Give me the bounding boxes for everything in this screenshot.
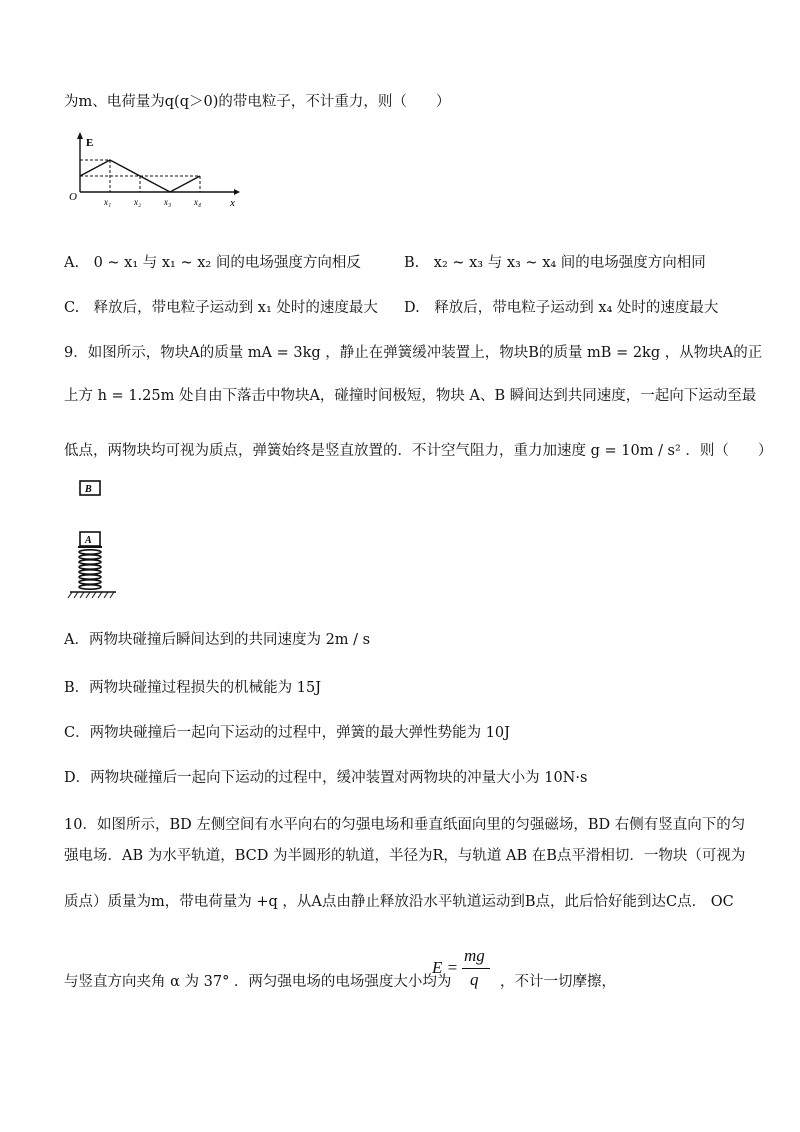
graph-x-label: x: [230, 197, 235, 209]
formula-denominator: q: [470, 970, 479, 989]
q10-line-3: 质点）质量为m，带电荷量为 +q ，从A点由静止释放沿水平轨道运动到B点，此后恰好能到达C点． OC: [64, 894, 734, 910]
q8-intro-text: 为m、电荷量为q(q＞0)的带电粒子，不计重力，则（ ）: [64, 94, 451, 110]
q9-option-a: A．两物块碰撞后瞬间达到的共同速度为 2m / s: [64, 632, 371, 648]
q8-field-graph: [64, 130, 244, 210]
graph-y-label: E: [86, 137, 94, 149]
q8-option-c: C. 释放后，带电粒子运动到 x₁ 处时的速度最大: [64, 300, 378, 316]
formula-lhs: E =: [432, 958, 459, 977]
q10-field-formula: [432, 948, 496, 998]
graph-tick-x3: x₃: [164, 197, 172, 207]
spring-coil: [79, 550, 101, 589]
q9-line-1: 9．如图所示，物块A的质量 mA = 3kg ，静止在弹簧缓冲装置上，物块B的质量 mB = 2kg ，从物块A的正: [64, 345, 763, 361]
q8-option-b: B. x₂ ~ x₃ 与 x₃ ~ x₄ 间的电场强度方向相同: [404, 255, 706, 271]
formula-numerator: mg: [464, 946, 485, 965]
block-a-label: A: [85, 535, 92, 546]
q9-line-3: 低点，两物块均可视为质点，弹簧始终是竖直放置的．不计空气阻力，重力加速度 g = 10m / s² ．则（ ）: [64, 443, 773, 459]
block-b-label: B: [85, 484, 92, 495]
q10-line-4-end: ，不计一切摩擦，: [500, 974, 616, 990]
graph-tick-x4: x₄: [194, 197, 202, 207]
q10-line-4: 与竖直方向夹角 α 为 37° ．两匀强电场的电场强度大小均为: [64, 974, 452, 990]
q9-spring-figure: [66, 478, 126, 604]
graph-tick-x1: x₁: [104, 197, 112, 207]
q8-option-a: A. 0 ~ x₁ 与 x₁ ~ x₂ 间的电场强度方向相反: [64, 255, 361, 271]
q9-option-c: C．两物块碰撞后一起向下运动的过程中，弹簧的最大弹性势能为 10J: [64, 725, 510, 741]
q9-option-d: D．两物块碰撞后一起向下运动的过程中，缓冲装置对两物块的冲量大小为 10N·s: [64, 770, 588, 786]
fraction-bar: [462, 968, 490, 969]
q8-option-d: D. 释放后，带电粒子运动到 x₄ 处时的速度最大: [404, 300, 719, 316]
q10-line-1: 10．如图所示，BD 左侧空间有水平向右的匀强电场和垂直纸面向里的匀强磁场，BD 右侧有竖直向下的匀: [64, 817, 746, 833]
q10-line-2: 强电场．AB 为水平轨道，BCD 为半圆形的轨道，半径为R，与轨道 AB 在B点平滑相切．一物块（可视为: [64, 848, 746, 864]
q9-line-2: 上方 h = 1.25m 处自由下落击中物块A，碰撞时间极短，物块 A、B 瞬间达到共同速度，一起向下运动至最: [64, 388, 757, 404]
graph-tick-x2: x₂: [134, 197, 142, 207]
q9-option-b: B．两物块碰撞过程损失的机械能为 15J: [64, 680, 322, 696]
graph-origin-label: O: [69, 191, 77, 203]
